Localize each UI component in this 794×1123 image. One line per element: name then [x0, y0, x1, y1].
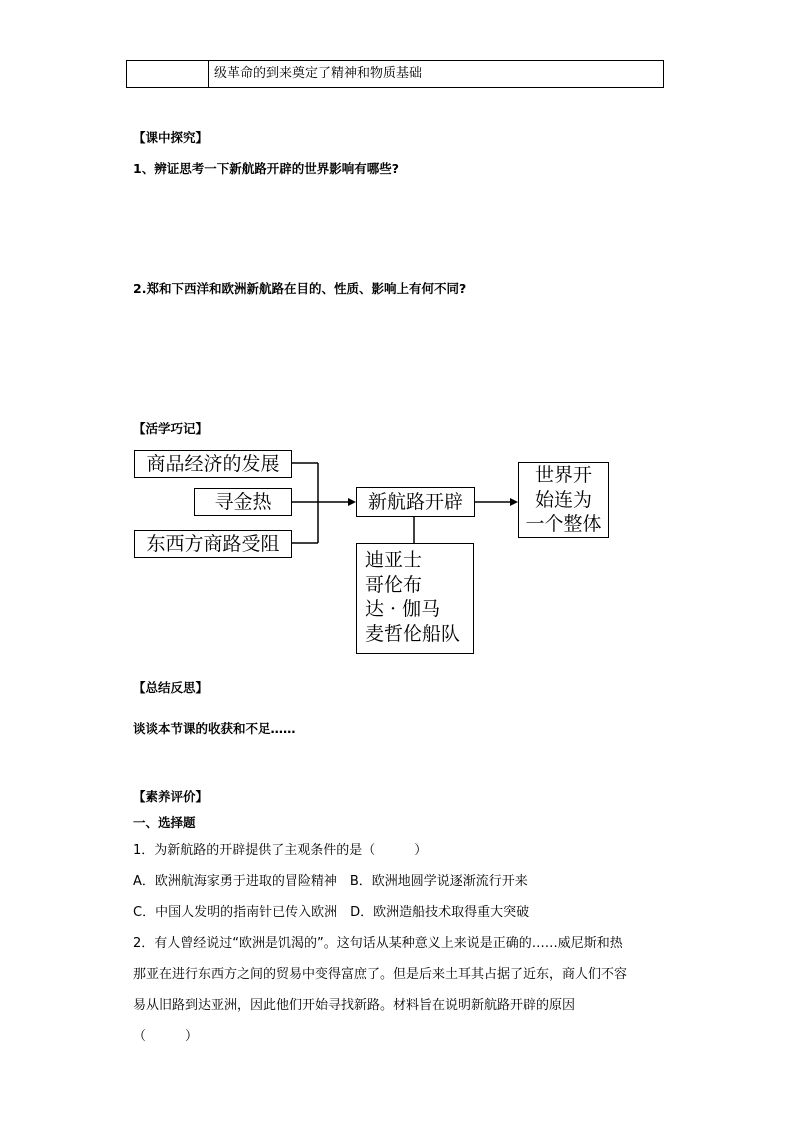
explorer-dias: 迪亚士 — [365, 549, 423, 571]
explore-question-2: 2.郑和下西洋和欧洲新航路在目的、性质、影响上有何不同? — [133, 281, 467, 296]
result-line: 一个整体 — [525, 513, 602, 536]
part-title-choice: 一、选择题 — [133, 815, 196, 830]
eval-question-2-line: 那亚在进行东西方之间的贸易中变得富庶了。但是后来土耳其占据了近东，商人们不容 — [133, 967, 628, 982]
table-cell-text: 级革命的到来奠定了精神和物质基础 — [214, 66, 423, 81]
eval-question-2-line: 2．有人曾经说过“欧洲是饥渴的”。这句话从某种意义上来说是正确的……威尼斯和热 — [133, 936, 623, 951]
eval-question-1: 1．为新航路的开辟提供了主观条件的是（ ） — [133, 843, 428, 858]
result-line: 世界开 — [534, 463, 592, 486]
explorer-da-gama: 达 · 伽马 — [365, 598, 441, 621]
heading-memory: 【活学巧记】 — [133, 421, 209, 436]
summary-text: 谈谈本节课的收获和不足…… — [133, 721, 296, 736]
arrow-to-result-icon — [510, 498, 518, 506]
explorer-magellan: 麦哲伦船队 — [365, 623, 461, 646]
center-box-new-route: 新航路开辟 — [356, 487, 475, 517]
explorers-box — [356, 543, 474, 654]
explore-question-1: 1、辨证思考一下新航路开辟的世界影响有哪些? — [133, 161, 399, 176]
result-box-world-whole — [518, 462, 609, 538]
arrow-to-center-icon — [348, 498, 356, 506]
eval-question-2-line: 易从旧路到达亚洲，因此他们开始寻找新路。材料旨在说明新航路开辟的原因 — [133, 998, 576, 1013]
cause-box-gold-rush: 寻金热 — [194, 488, 292, 516]
explorer-columbus: 哥伦布 — [365, 573, 423, 596]
result-line: 始连为 — [534, 488, 592, 511]
eval-q1-option-row: C．中国人发明的指南针已传入欧洲 D．欧洲造船技术取得重大突破 — [133, 905, 530, 920]
eval-question-2-blank: （ ） — [133, 1029, 199, 1044]
heading-explore: 【课中探究】 — [133, 130, 209, 145]
cause-box-trade-route-blocked: 东西方商路受阻 — [134, 530, 292, 558]
eval-q1-option-row: A．欧洲航海家勇于进取的冒险精神 B．欧洲地圆学说逐渐流行开来 — [133, 874, 528, 889]
heading-summary: 【总结反思】 — [133, 680, 209, 695]
heading-evaluation: 【素养评价】 — [133, 789, 209, 804]
cause-box-commodity-economy: 商品经济的发展 — [134, 450, 292, 478]
